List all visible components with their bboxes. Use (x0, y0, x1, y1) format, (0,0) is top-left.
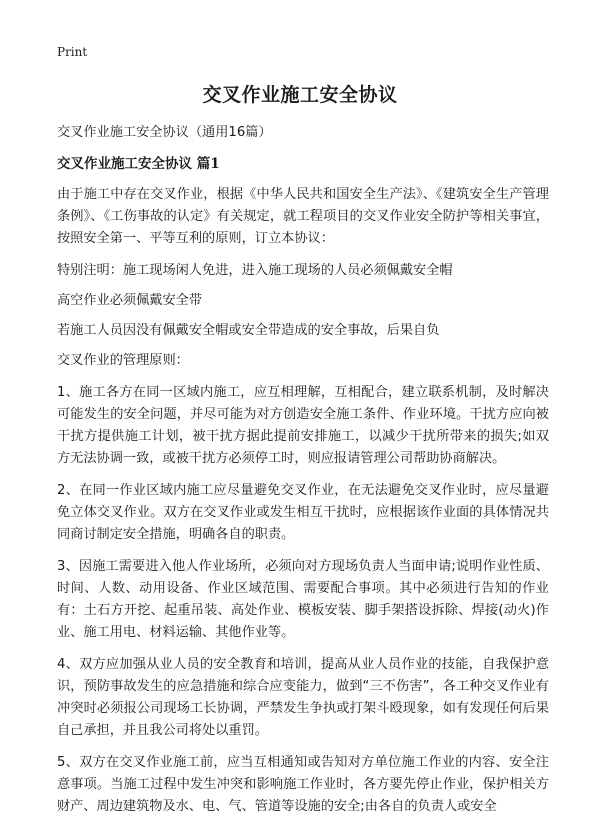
paragraph-item-4: 4、双方应加强从业人员的安全教育和培训，提高从业人员作业的技能，自我保护意识，预防事故发生的应急措施和综合应变能力，做到“三不伤害”，各工种交叉作业有冲突时必须报公司现场工长协调，严禁发生争执或打架斗殴现象，如有发现任何后果自己承担，并且我公司将处以重罚。 (57, 657, 549, 738)
paragraph-item-2: 2、在同一作业区域内施工应尽量避免交叉作业，在无法避免交叉作业时，应尽量避免立体交叉作业。双方在交叉作业或发生相互干扰时，应根据该作业面的具体情况共同商讨制定安全措施，明确各自的职责。 (57, 483, 549, 542)
section-heading: 交叉作业施工安全协议 篇1 (57, 156, 220, 172)
paragraph-item-3: 3、因施工需要进入他人作业场所，必须向对方现场负责人当面申请;说明作业性质、时间、人数、动用设备、作业区域范围、需要配合事项。其中必须进行告知的作业有：土石方开挖、起重吊装、高处作业、模板安装、脚手架搭设拆除、焊接(动火)作业、施工用电、材料运输、其他作业等。 (57, 559, 549, 640)
paragraph-safety-belt: 高空作业必须佩戴安全带 (57, 293, 203, 308)
document-body (57, 122, 549, 828)
paragraph-liability: 若施工人员因没有佩戴安全帽或安全带造成的安全事故，后果自负 (57, 323, 440, 338)
print-link[interactable]: Print (57, 45, 88, 59)
paragraph-notice: 特别注明：施工现场闲人免进，进入施工现场的人员必须佩戴安全帽 (57, 263, 453, 278)
paragraph-item-5: 5、双方在交叉作业施工前，应当互相通知或告知对方单位施工作业的内容、安全注意事项。当施工过程中发生冲突和影响施工作业时，各方要先停止作业，保护相关方财产、周边建筑物及水、电、气、管道等设施的安全;由各自的负责人或安全 (57, 755, 549, 814)
paragraph-intro: 由于施工中存在交叉作业，根据《中华人民共和国安全生产法》、《建筑安全生产管理条例》、《工伤事故的认定》有关规定，就工程项目的交叉作业安全防护等相关事宜，按照安全第一、平等互利的原则，订立本协议： (57, 187, 549, 246)
document-subtitle: 交叉作业施工安全协议（通用16篇） (57, 125, 272, 140)
paragraph-item-1: 1、施工各方在同一区域内施工，应互相理解，互相配合，建立联系机制，及时解决可能发生的安全问题，并尽可能为对方创造安全施工条件、作业环境。干扰方应向被干扰方提供施工计划，被干扰方据此提前安排施工，以减少干扰所带来的损失;如双方无法协调一致，或被干扰方必须停工时，则应报请管理公司帮助协商解决。 (57, 385, 549, 466)
document-title: 交叉作业施工安全协议 (202, 84, 398, 106)
paragraph-principles-heading: 交叉作业的管理原则： (57, 353, 189, 368)
